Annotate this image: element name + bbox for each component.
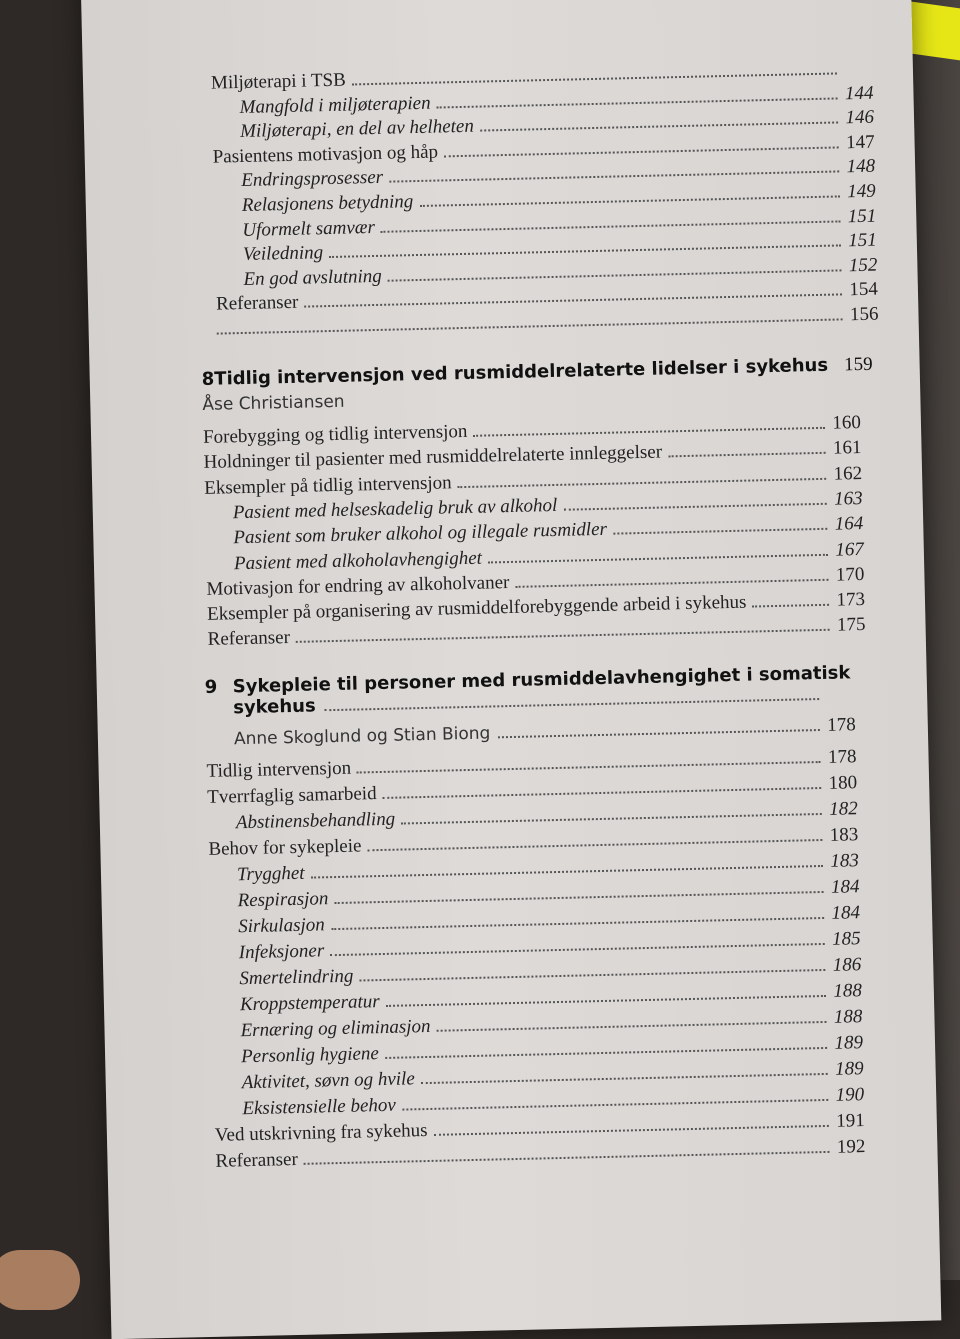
toc-entry-title: Eksempler på organisering av rusmiddelforebyggende arbeid i sykehus (207, 592, 753, 626)
chapter-title: Sykepleie til personer med rusmiddelavhengighet i somatisk (233, 662, 851, 697)
leader-dots (296, 628, 829, 643)
chapter-title-continued: sykehus (233, 695, 316, 718)
toc-entry-page-number: 152 (841, 254, 878, 277)
leader-dots (437, 1020, 826, 1032)
toc-entry-page-number: 183 (822, 850, 859, 873)
toc-entry-title: Referanser (207, 627, 296, 651)
toc-entry-title: Abstinensbehandling (236, 809, 402, 835)
toc-entry-page-number: 175 (829, 614, 866, 637)
leader-dots (419, 194, 839, 207)
toc-entry-title: Relasjonens betydning (242, 191, 420, 217)
toc-entry-title: Uformelt samvær (242, 216, 381, 241)
toc-entry-title: En god avslutning (243, 265, 388, 290)
leader-dots (437, 96, 837, 108)
toc-entry-page-number: 148 (838, 156, 875, 179)
leader-dots (434, 1124, 829, 1136)
toc-entry-page-number: 167 (827, 538, 864, 561)
toc-entry-page-number: 164 (826, 513, 863, 536)
leader-dots (311, 864, 823, 879)
leader-dots (217, 317, 842, 334)
leader-dots (383, 786, 821, 799)
leader-dots (385, 1046, 827, 1059)
toc-entry-title: Pasientens motivasjon og håp (212, 141, 444, 168)
toc-entry-title: Motivasjon for endring av alkoholvaner (206, 572, 515, 601)
chapter-9-author: Anne Skoglund og Stian Biong (234, 723, 499, 749)
toc-entry-page-number: 144 (837, 82, 874, 105)
toc-entry-title: Pasient som bruker alkohol og illegale rusmidler (233, 519, 613, 550)
toc-entry-page-number: 189 (826, 1032, 863, 1055)
toc-entry-page-number: 186 (824, 954, 861, 977)
chapter-8-heading (202, 354, 850, 391)
leader-dots (324, 697, 819, 711)
toc-entry-title: Tverrfaglig samarbeid (207, 783, 383, 809)
toc-entry-title: Miljøterapi, en del av helheten (240, 116, 480, 143)
chapter-8-author: Åse Christiansen (202, 392, 345, 415)
toc-entry-page-number: 147 (838, 131, 875, 154)
toc-entry-title: Personlig hygiene (241, 1043, 385, 1068)
leader-dots (359, 968, 824, 982)
trailing-page-number: 156 (842, 304, 879, 327)
leader-dots (389, 170, 839, 183)
leader-dots (613, 527, 827, 535)
toc-entry-title: Mangfold i miljøterapien (239, 92, 436, 118)
toc-entry-title: Pasient med alkoholavhengighet (234, 547, 488, 575)
toc-entry-page-number: 146 (837, 107, 874, 130)
toc-entry-title: Sirkulasjon (238, 914, 331, 938)
leader-dots (367, 838, 821, 851)
leader-dots (668, 451, 825, 458)
leader-dots (563, 502, 826, 511)
leader-dots (304, 1150, 829, 1165)
leader-dots (444, 145, 838, 157)
toc-entry-title: Referanser (216, 292, 305, 316)
leader-dots (381, 219, 840, 232)
chapter-9-author-line (234, 714, 856, 750)
leader-dots (498, 728, 819, 738)
toc-entry-page-number: 170 (828, 564, 865, 587)
toc-entry-page-number: 185 (824, 928, 861, 951)
author-page-number: 178 (819, 714, 856, 737)
toc-entry-title: Respirasjon (237, 888, 334, 912)
toc-entry-title: Eksistensielle behov (242, 1095, 402, 1121)
chapter-number: 8 (202, 369, 215, 390)
leader-dots (357, 760, 820, 774)
toc-entry-title: Tidlig intervensjon (206, 758, 357, 783)
toc-entry-page-number: 188 (825, 980, 862, 1003)
toc-entry-page-number: 180 (820, 772, 857, 795)
leader-dots (388, 268, 841, 281)
leader-dots (488, 552, 827, 563)
toc-entry-title: Referanser (215, 1149, 304, 1173)
toc-entry-title: Trygghet (237, 863, 311, 887)
toc-entry-page-number: 178 (820, 746, 857, 769)
leader-dots (458, 476, 826, 487)
finger-bottom-left (0, 1250, 80, 1310)
chapter-title: Tidlig intervensjon ved rusmiddelrelaterte lidelser i sykehus (214, 355, 828, 390)
toc-entry-title: Forebygging og tidlig intervensjon (203, 421, 474, 449)
toc-entry-title: Eksempler på tidlig intervensjon (204, 472, 458, 500)
leader-dots (386, 994, 826, 1007)
toc-entry-page-number: 184 (823, 902, 860, 925)
toc-entry-title: Veiledning (243, 242, 330, 266)
chapter-page-number: 159 (836, 354, 872, 377)
toc-entry-title: Pasient med helseskadelig bruk av alkohol (233, 495, 564, 524)
toc-entry-page-number: 149 (839, 181, 876, 204)
toc-entry-title: Kroppstemperatur (240, 991, 386, 1016)
toc-entry-page-number: 189 (827, 1058, 864, 1081)
leader-dots (402, 1098, 828, 1111)
toc-entry-title: Endringsprosesser (241, 167, 389, 192)
toc-entry-page-number: 162 (825, 463, 862, 486)
toc-entry-page-number: 154 (841, 279, 878, 302)
toc-entry-page-number: 188 (826, 1006, 863, 1029)
toc-entry-page-number: 173 (828, 589, 865, 612)
toc-entry-title: Holdninger til pasienter med rusmiddelrelaterte innleggelser (203, 442, 668, 475)
toc-entry-title: Behov for sykepleie (208, 835, 367, 861)
toc-entry-page-number: 190 (827, 1084, 864, 1107)
toc-entry-page-number: 161 (825, 437, 862, 460)
leader-dots (352, 71, 837, 85)
toc-entry-page-number (837, 74, 873, 75)
leader-dots (421, 1072, 827, 1084)
toc-entry-page-number: 182 (821, 798, 858, 821)
chapter-page-number (819, 699, 855, 700)
toc-entry-page-number: 191 (828, 1110, 865, 1133)
toc-entry-page-number: 184 (823, 876, 860, 899)
toc-entry-page-number: 183 (822, 824, 859, 847)
toc-entry-page-number: 151 (840, 230, 877, 253)
leader-dots (752, 603, 828, 608)
chapter-number: 9 (205, 676, 233, 698)
toc-entry-page-number: 151 (840, 205, 877, 228)
toc-entry-title: Miljøterapi i TSB (211, 69, 352, 94)
toc-entry-title: Ernæring og eliminasjon (240, 1016, 436, 1042)
toc-entry-page-number: 192 (829, 1136, 866, 1159)
leader-dots (401, 812, 821, 825)
toc-entry-title: Smertelindring (239, 966, 359, 991)
toc-entry-title: Aktivitet, søvn og hvile (242, 1068, 422, 1094)
leader-dots (330, 942, 824, 956)
leader-dots (473, 426, 824, 437)
leader-dots (334, 890, 823, 904)
toc-entry-title: Infeksjoner (239, 940, 331, 964)
leader-dots (480, 121, 838, 132)
toc-entry-title: Ved utskrivning fra sykehus (215, 1120, 434, 1147)
toc-entry-page-number: 163 (826, 488, 863, 511)
leader-dots (331, 916, 824, 930)
chapter-9-heading (205, 662, 856, 719)
toc-entry-page-number: 160 (824, 412, 861, 435)
book-page (81, 0, 942, 1339)
leader-dots (515, 578, 828, 588)
